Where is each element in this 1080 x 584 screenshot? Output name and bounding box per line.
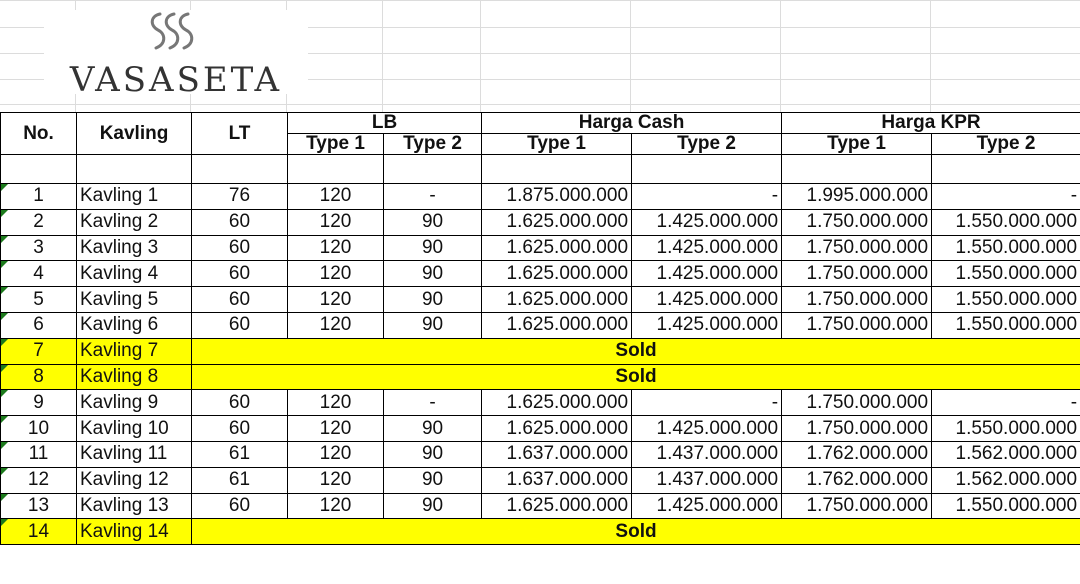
price-table: [0, 112, 1080, 545]
cell-kpr-type1[interactable]: 1.750.000.000: [782, 261, 932, 287]
table-row: [1, 287, 1080, 313]
cell-no[interactable]: 4: [1, 261, 77, 287]
error-indicator-icon: [1, 519, 8, 526]
table-row: [1, 235, 1080, 261]
header-kpr-type2[interactable]: Type 2: [932, 134, 1080, 155]
cell-kpr-type1[interactable]: 1.762.000.000: [782, 467, 932, 493]
cell-lb-type2[interactable]: -: [384, 184, 482, 210]
cell-kavling[interactable]: Kavling 11: [77, 441, 192, 467]
cell-lb-type2[interactable]: 90: [384, 416, 482, 442]
table-row-sold: [1, 519, 1080, 545]
cell-kavling[interactable]: Kavling 4: [77, 261, 192, 287]
cell-cash-type2[interactable]: -: [632, 390, 782, 416]
cell-cash-type1[interactable]: 1.625.000.000: [482, 209, 632, 235]
error-indicator-icon: [1, 236, 8, 243]
table-row: [1, 390, 1080, 416]
header-harga-kpr[interactable]: Harga KPR: [782, 113, 1080, 134]
table-row: [1, 441, 1080, 467]
header-cash-type2[interactable]: Type 2: [632, 134, 782, 155]
cell-kpr-type2[interactable]: 1.562.000.000: [932, 467, 1080, 493]
cell-no[interactable]: 3: [1, 235, 77, 261]
cell-lt[interactable]: 60: [192, 390, 288, 416]
cell-cash-type1[interactable]: 1.625.000.000: [482, 493, 632, 519]
table-row: [1, 467, 1080, 493]
blank-cell[interactable]: [782, 155, 932, 184]
cell-lt[interactable]: 60: [192, 261, 288, 287]
blank-cell[interactable]: [192, 155, 288, 184]
cell-no[interactable]: 7: [1, 338, 77, 364]
cell-lb-type1[interactable]: 120: [288, 416, 384, 442]
header-kavling[interactable]: Kavling: [77, 113, 192, 155]
blank-cell[interactable]: [288, 155, 384, 184]
table-row: [1, 184, 1080, 210]
cell-kpr-type2[interactable]: -: [932, 390, 1080, 416]
cell-lt[interactable]: 61: [192, 467, 288, 493]
cell-kavling[interactable]: Kavling 5: [77, 287, 192, 313]
error-indicator-icon: [1, 313, 8, 320]
error-indicator-icon: [1, 494, 8, 501]
cell-kavling[interactable]: Kavling 6: [77, 312, 192, 338]
cell-kpr-type1[interactable]: 1.750.000.000: [782, 235, 932, 261]
cell-cash-type1[interactable]: 1.875.000.000: [482, 184, 632, 210]
cell-no[interactable]: 10: [1, 416, 77, 442]
cell-lb-type2[interactable]: 90: [384, 441, 482, 467]
logo-swirl-icon: [144, 10, 208, 62]
header-no[interactable]: No.: [1, 113, 77, 155]
cell-kavling[interactable]: Kavling 3: [77, 235, 192, 261]
cell-kpr-type1[interactable]: 1.762.000.000: [782, 441, 932, 467]
cell-kpr-type1[interactable]: 1.750.000.000: [782, 287, 932, 313]
cell-lt[interactable]: 60: [192, 416, 288, 442]
cell-kavling[interactable]: Kavling 13: [77, 493, 192, 519]
error-indicator-icon: [1, 184, 8, 191]
cell-kpr-type2[interactable]: 1.550.000.000: [932, 209, 1080, 235]
cell-lt[interactable]: 60: [192, 312, 288, 338]
cell-lb-type2[interactable]: 90: [384, 467, 482, 493]
cell-cash-type2[interactable]: -: [632, 184, 782, 210]
cell-kpr-type2[interactable]: 1.562.000.000: [932, 441, 1080, 467]
cell-cash-type1[interactable]: 1.625.000.000: [482, 390, 632, 416]
blank-cell[interactable]: [1, 155, 77, 184]
cell-no[interactable]: 11: [1, 441, 77, 467]
cell-cash-type2[interactable]: 1.425.000.000: [632, 261, 782, 287]
cell-cash-type1[interactable]: 1.637.000.000: [482, 441, 632, 467]
cell-kavling[interactable]: Kavling 2: [77, 209, 192, 235]
cell-lb-type2[interactable]: 90: [384, 287, 482, 313]
table-row: [1, 416, 1080, 442]
cell-lt[interactable]: 60: [192, 287, 288, 313]
cell-kpr-type2[interactable]: 1.550.000.000: [932, 493, 1080, 519]
cell-cash-type2[interactable]: 1.437.000.000: [632, 467, 782, 493]
cell-no[interactable]: 5: [1, 287, 77, 313]
cell-kavling[interactable]: Kavling 1: [77, 184, 192, 210]
table-row-sold: [1, 364, 1080, 390]
header-lb-type2[interactable]: Type 2: [384, 134, 482, 155]
table-row: [1, 312, 1080, 338]
cell-sold-status[interactable]: Sold: [192, 519, 1080, 545]
header-lb[interactable]: LB: [288, 113, 482, 134]
blank-cell[interactable]: [384, 155, 482, 184]
cell-kpr-type2[interactable]: 1.550.000.000: [932, 261, 1080, 287]
cell-lb-type1[interactable]: 120: [288, 235, 384, 261]
cell-kpr-type2[interactable]: 1.550.000.000: [932, 312, 1080, 338]
cell-kavling[interactable]: Kavling 14: [77, 519, 192, 545]
cell-lt[interactable]: 60: [192, 493, 288, 519]
cell-lb-type2[interactable]: 90: [384, 493, 482, 519]
cell-no[interactable]: 1: [1, 184, 77, 210]
cell-lb-type2[interactable]: 90: [384, 209, 482, 235]
cell-cash-type2[interactable]: 1.425.000.000: [632, 416, 782, 442]
price-table-body: [1, 155, 1080, 545]
table-row: [1, 493, 1080, 519]
cell-lb-type1[interactable]: 120: [288, 261, 384, 287]
cell-kavling[interactable]: Kavling 12: [77, 467, 192, 493]
cell-lt[interactable]: 60: [192, 235, 288, 261]
cell-lb-type1[interactable]: 120: [288, 441, 384, 467]
cell-cash-type2[interactable]: 1.437.000.000: [632, 441, 782, 467]
cell-sold-status[interactable]: Sold: [192, 364, 1080, 390]
cell-kpr-type2[interactable]: 1.550.000.000: [932, 416, 1080, 442]
cell-kpr-type1[interactable]: 1.750.000.000: [782, 209, 932, 235]
header-kpr-type1[interactable]: Type 1: [782, 134, 932, 155]
blank-row: [1, 155, 1080, 184]
error-indicator-icon: [1, 287, 8, 294]
cell-lb-type1[interactable]: 120: [288, 287, 384, 313]
table-row-sold: [1, 338, 1080, 364]
cell-lt[interactable]: 60: [192, 209, 288, 235]
blank-cell[interactable]: [632, 155, 782, 184]
error-indicator-icon: [1, 210, 8, 217]
cell-kpr-type2[interactable]: -: [932, 184, 1080, 210]
cell-cash-type2[interactable]: 1.425.000.000: [632, 287, 782, 313]
cell-cash-type2[interactable]: 1.425.000.000: [632, 493, 782, 519]
cell-kpr-type2[interactable]: 1.550.000.000: [932, 287, 1080, 313]
error-indicator-icon: [1, 416, 8, 423]
cell-lb-type1[interactable]: 120: [288, 312, 384, 338]
table-row: [1, 261, 1080, 287]
logo-text: VASASETA: [69, 60, 283, 100]
cell-no[interactable]: 14: [1, 519, 77, 545]
cell-lb-type1[interactable]: 120: [288, 493, 384, 519]
error-indicator-icon: [1, 442, 8, 449]
cell-kpr-type1[interactable]: 1.750.000.000: [782, 416, 932, 442]
cell-kpr-type1[interactable]: 1.750.000.000: [782, 390, 932, 416]
cell-sold-status[interactable]: Sold: [192, 338, 1080, 364]
cell-kavling[interactable]: Kavling 10: [77, 416, 192, 442]
blank-cell[interactable]: [932, 155, 1080, 184]
cell-cash-type1[interactable]: 1.625.000.000: [482, 261, 632, 287]
error-indicator-icon: [1, 468, 8, 475]
cell-cash-type1[interactable]: 1.625.000.000: [482, 312, 632, 338]
cell-lb-type1[interactable]: 120: [288, 390, 384, 416]
cell-kpr-type1[interactable]: 1.995.000.000: [782, 184, 932, 210]
cell-no[interactable]: 9: [1, 390, 77, 416]
cell-no[interactable]: 8: [1, 364, 77, 390]
company-logo: [44, 10, 308, 100]
cell-kpr-type2[interactable]: 1.550.000.000: [932, 235, 1080, 261]
header-harga-cash[interactable]: Harga Cash: [482, 113, 782, 134]
cell-kavling[interactable]: Kavling 8: [77, 364, 192, 390]
cell-lt[interactable]: 61: [192, 441, 288, 467]
cell-no[interactable]: 12: [1, 467, 77, 493]
cell-lb-type2[interactable]: 90: [384, 235, 482, 261]
cell-lb-type1[interactable]: 120: [288, 467, 384, 493]
cell-lb-type2[interactable]: 90: [384, 261, 482, 287]
cell-lb-type2[interactable]: 90: [384, 312, 482, 338]
cell-cash-type1[interactable]: 1.637.000.000: [482, 467, 632, 493]
cell-kavling[interactable]: Kavling 7: [77, 338, 192, 364]
cell-cash-type1[interactable]: 1.625.000.000: [482, 235, 632, 261]
cell-cash-type2[interactable]: 1.425.000.000: [632, 235, 782, 261]
error-indicator-icon: [1, 390, 8, 397]
error-indicator-icon: [1, 365, 8, 372]
cell-lb-type1[interactable]: 120: [288, 209, 384, 235]
cell-no[interactable]: 6: [1, 312, 77, 338]
cell-kavling[interactable]: Kavling 9: [77, 390, 192, 416]
cell-lb-type1[interactable]: 120: [288, 184, 384, 210]
header-cash-type1[interactable]: Type 1: [482, 134, 632, 155]
header-lt[interactable]: LT: [192, 113, 288, 155]
cell-kpr-type1[interactable]: 1.750.000.000: [782, 312, 932, 338]
cell-lb-type2[interactable]: -: [384, 390, 482, 416]
cell-cash-type1[interactable]: 1.625.000.000: [482, 287, 632, 313]
error-indicator-icon: [1, 261, 8, 268]
error-indicator-icon: [1, 339, 8, 346]
table-row: [1, 209, 1080, 235]
cell-cash-type1[interactable]: 1.625.000.000: [482, 416, 632, 442]
cell-no[interactable]: 13: [1, 493, 77, 519]
cell-cash-type2[interactable]: 1.425.000.000: [632, 209, 782, 235]
blank-cell[interactable]: [482, 155, 632, 184]
cell-lt[interactable]: 76: [192, 184, 288, 210]
cell-kpr-type1[interactable]: 1.750.000.000: [782, 493, 932, 519]
cell-no[interactable]: 2: [1, 209, 77, 235]
cell-cash-type2[interactable]: 1.425.000.000: [632, 312, 782, 338]
blank-cell[interactable]: [77, 155, 192, 184]
header-lb-type1[interactable]: Type 1: [288, 134, 384, 155]
